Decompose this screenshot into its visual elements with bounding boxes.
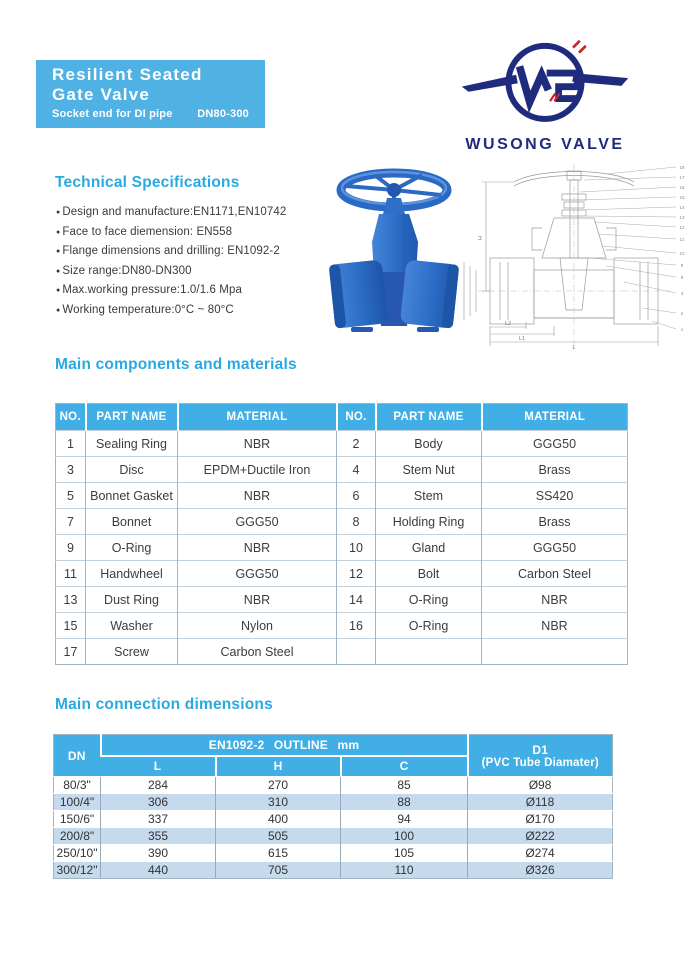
table-cell: GGG50 <box>482 431 628 457</box>
callout-number: 8 <box>680 275 684 280</box>
table-cell: 9 <box>56 535 86 561</box>
table-cell: 505 <box>216 828 341 845</box>
table-cell: GGG50 <box>178 509 337 535</box>
table-cell: 355 <box>101 828 216 845</box>
callout-number: 15 <box>679 195 685 200</box>
table-row <box>56 535 628 561</box>
company-logo <box>455 34 635 154</box>
table-cell: 400 <box>216 811 341 828</box>
callout-number: 3 <box>680 291 684 296</box>
dimensions-heading: Main connection dimensions <box>55 696 273 713</box>
table-cell: 337 <box>101 811 216 828</box>
table-row <box>54 811 613 828</box>
table-cell: 6 <box>337 483 376 509</box>
table-cell: O-Ring <box>376 613 482 639</box>
callout-number: 13 <box>679 215 685 220</box>
table-cell: 200/8" <box>54 828 101 845</box>
table-cell: NBR <box>178 483 337 509</box>
dim-label-l2: L2 <box>504 321 512 327</box>
table-cell: 705 <box>216 862 341 879</box>
table-row <box>56 587 628 613</box>
table-cell: 250/10" <box>54 845 101 862</box>
col-header-c: C <box>341 756 468 777</box>
table-row <box>56 561 628 587</box>
spec-item: ● Working temperature:0°C ~ 80°C <box>56 301 346 321</box>
table-row <box>54 845 613 862</box>
callout-number: 14 <box>679 205 685 210</box>
table-cell: Handwheel <box>86 561 178 587</box>
table-cell: 10 <box>337 535 376 561</box>
table-cell: GGG50 <box>482 535 628 561</box>
col-header-dn: DN <box>54 735 101 777</box>
d1-label: D1 <box>532 742 549 757</box>
table-cell: NBR <box>482 613 628 639</box>
col-header-no: NO. <box>56 404 86 431</box>
table-cell: 100 <box>341 828 468 845</box>
table-cell: 5 <box>56 483 86 509</box>
spec-item: ● Design and manufacture:EN1171,EN10742 <box>56 203 346 223</box>
product-title-line1: Resilient Seated <box>52 65 203 84</box>
product-title-line2: Gate Valve <box>52 85 151 104</box>
table-cell: Carbon Steel <box>482 561 628 587</box>
table-cell: NBR <box>482 587 628 613</box>
spec-item: ● Face to face diemension: EN558 <box>56 223 346 243</box>
callout-number: 10 <box>679 251 685 256</box>
table-cell: 17 <box>56 639 86 665</box>
table-cell: 3 <box>56 457 86 483</box>
table-cell: 15 <box>56 613 86 639</box>
callout-number: 12 <box>679 225 685 230</box>
tech-specs-heading: Technical Specifications <box>55 174 240 191</box>
table-cell: 150/6" <box>54 811 101 828</box>
table-cell: 4 <box>337 457 376 483</box>
table-cell: 100/4" <box>54 794 101 811</box>
table-cell: Bonnet Gasket <box>86 483 178 509</box>
table-cell: 88 <box>341 794 468 811</box>
spec-item: ● Max.working pressure:1.0/1.6 Mpa <box>56 281 346 301</box>
dimensions-header-row-1 <box>54 735 613 756</box>
table-cell: Disc <box>86 457 178 483</box>
callout-number: 16 <box>679 185 685 190</box>
table-cell: EPDM+Ductile Iron <box>178 457 337 483</box>
table-row <box>56 509 628 535</box>
table-row <box>56 431 628 457</box>
table-cell: 13 <box>56 587 86 613</box>
table-row <box>54 777 613 794</box>
table-cell: Ø222 <box>468 828 613 845</box>
table-cell: Carbon Steel <box>178 639 337 665</box>
table-cell: 284 <box>101 777 216 794</box>
table-cell: 85 <box>341 777 468 794</box>
tech-specs-list <box>56 203 346 321</box>
table-cell: 105 <box>341 845 468 862</box>
table-row <box>54 862 613 879</box>
table-cell: 1 <box>56 431 86 457</box>
table-cell <box>376 639 482 665</box>
table-cell: NBR <box>178 587 337 613</box>
col-header-h: H <box>216 756 341 777</box>
d1-sublabel: (PVC Tube Diamater) <box>481 756 599 769</box>
table-row <box>56 483 628 509</box>
table-cell: Brass <box>482 509 628 535</box>
table-cell: GGG50 <box>178 561 337 587</box>
valve-photo <box>327 160 461 335</box>
table-cell <box>337 639 376 665</box>
components-header-row <box>56 404 628 431</box>
table-cell: 300/12" <box>54 862 101 879</box>
table-row <box>54 828 613 845</box>
callout-number: 11 <box>679 237 685 242</box>
col-header-part-name: PART NAME <box>86 404 178 431</box>
company-logo-icon <box>460 34 630 130</box>
product-banner <box>36 60 265 128</box>
table-cell: SS420 <box>482 483 628 509</box>
table-cell: O-Ring <box>86 535 178 561</box>
table-cell: Sealing Ring <box>86 431 178 457</box>
table-cell: 310 <box>216 794 341 811</box>
table-cell: 110 <box>341 862 468 879</box>
table-cell: 80/3" <box>54 777 101 794</box>
col-header-no: NO. <box>337 404 376 431</box>
table-cell: 440 <box>101 862 216 879</box>
table-cell: Ø274 <box>468 845 613 862</box>
dim-label-h: H <box>478 236 484 240</box>
table-cell: Body <box>376 431 482 457</box>
company-name: WUSONG VALVE <box>465 136 625 153</box>
table-cell: 270 <box>216 777 341 794</box>
table-cell: Ø118 <box>468 794 613 811</box>
col-header-material: MATERIAL <box>482 404 628 431</box>
table-cell: Bonnet <box>86 509 178 535</box>
table-cell: NBR <box>178 431 337 457</box>
table-cell: Ø326 <box>468 862 613 879</box>
spec-item: ● Size range:DN80-DN300 <box>56 262 346 282</box>
table-row <box>56 639 628 665</box>
table-cell: 94 <box>341 811 468 828</box>
table-cell <box>482 639 628 665</box>
table-cell: Washer <box>86 613 178 639</box>
table-cell: Ø98 <box>468 777 613 794</box>
table-cell: O-Ring <box>376 587 482 613</box>
table-cell: Bolt <box>376 561 482 587</box>
callout-number: 2 <box>680 311 684 316</box>
dim-label-l: L <box>572 345 576 351</box>
table-cell: 7 <box>56 509 86 535</box>
table-cell: Brass <box>482 457 628 483</box>
table-cell: 390 <box>101 845 216 862</box>
table-cell: 2 <box>337 431 376 457</box>
product-size-range: DN80-300 <box>197 108 249 120</box>
spec-item: ● Flange dimensions and drilling: EN1092-2 <box>56 242 346 262</box>
col-header-l: L <box>101 756 216 777</box>
table-cell: 8 <box>337 509 376 535</box>
col-header-material: MATERIAL <box>178 404 337 431</box>
valve-cross-section-drawing <box>456 158 690 354</box>
table-cell: Holding Ring <box>376 509 482 535</box>
callout-number: 18 <box>679 165 685 170</box>
col-header-part-name: PART NAME <box>376 404 482 431</box>
table-cell: 11 <box>56 561 86 587</box>
table-cell: Nylon <box>178 613 337 639</box>
table-cell: 14 <box>337 587 376 613</box>
col-header-d1 <box>468 735 613 777</box>
table-cell: Gland <box>376 535 482 561</box>
callout-number: 17 <box>679 175 685 180</box>
table-row <box>56 613 628 639</box>
table-cell: Screw <box>86 639 178 665</box>
table-cell: 306 <box>101 794 216 811</box>
table-cell: Stem <box>376 483 482 509</box>
table-row <box>54 794 613 811</box>
table-cell: NBR <box>178 535 337 561</box>
table-cell: Dust Ring <box>86 587 178 613</box>
table-row <box>56 457 628 483</box>
dimensions-table <box>53 734 613 879</box>
components-table <box>55 403 628 665</box>
table-cell: 16 <box>337 613 376 639</box>
components-heading: Main components and materials <box>55 356 297 373</box>
table-cell: Stem Nut <box>376 457 482 483</box>
callout-number: 1 <box>680 327 684 332</box>
table-cell: Ø170 <box>468 811 613 828</box>
table-cell: 12 <box>337 561 376 587</box>
dim-label-l1: L1 <box>518 336 526 342</box>
callout-number: 9 <box>680 263 684 268</box>
col-header-outline-group: EN1092-2 OUTLINE mm <box>101 735 468 756</box>
table-cell: 615 <box>216 845 341 862</box>
product-subtitle: Socket end for DI pipe <box>52 108 173 120</box>
